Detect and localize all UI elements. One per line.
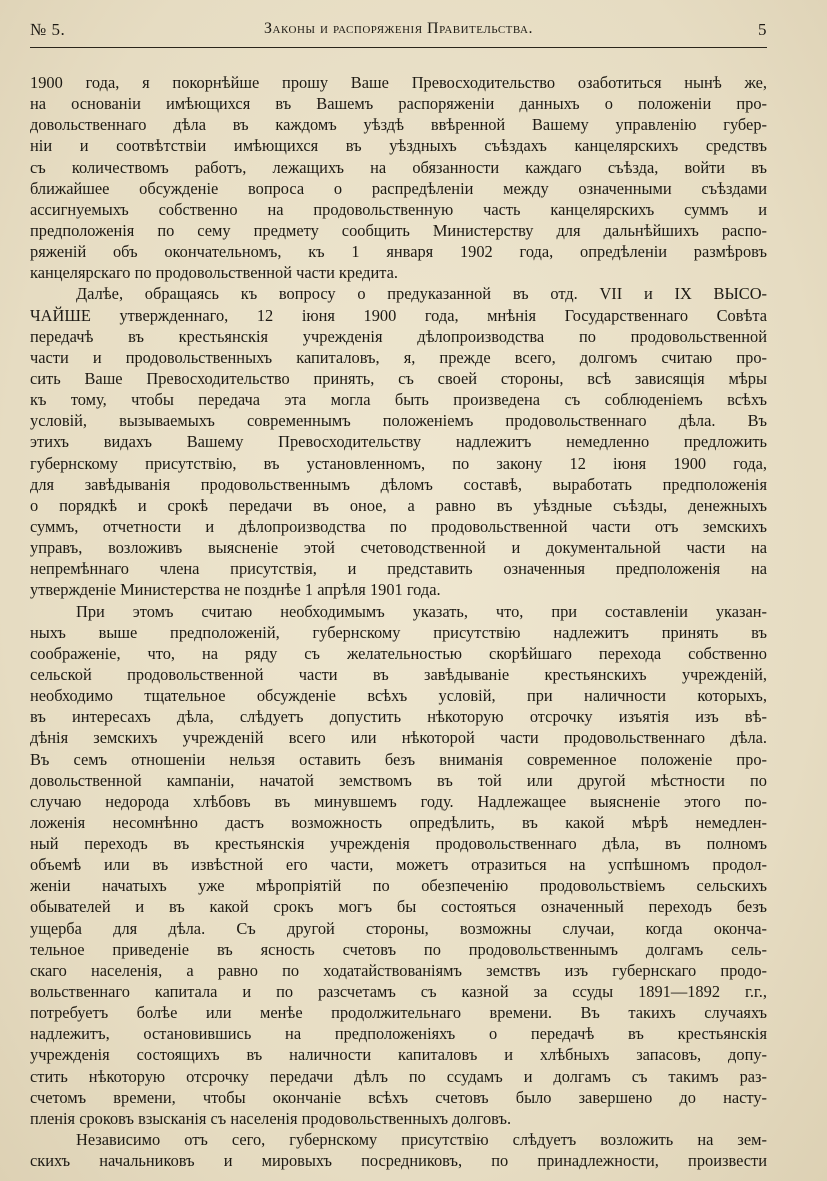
issue-number: № 5. — [30, 20, 66, 39]
text-line: скаго населенія, а равно по ходатайствованіямъ земствъ изъ губернскаго продо- — [30, 960, 767, 980]
text-line: ніи и соотвѣтствіи имѣющихся въ уѣздныхъ съѣздахъ канцелярскихъ средствъ — [30, 136, 767, 156]
text-line: этихъ видахъ Вашему Превосходительству надлежитъ немедленно предложить — [30, 432, 767, 452]
text-line: женіи начатыхъ уже мѣропріятій по обезпеченію продовольствіемъ сельскихъ — [30, 876, 767, 896]
text-line: въ интересахъ дѣла, слѣдуетъ допустить нѣкоторую отсрочку изъятія изъ вѣ- — [30, 707, 767, 727]
header-rule — [30, 47, 767, 48]
text-line: передачѣ въ крестьянскія учрежденія дѣлопроизводства по продовольственной — [30, 326, 767, 346]
text-line: ассигнуемыхъ собственно на продовольственную часть канцелярскихъ суммъ и — [30, 199, 767, 219]
text-line: Далѣе, обращаясь къ вопросу о предуказанной въ отд. VII и IX ВЫСО- — [76, 284, 767, 304]
page-number: 5 — [758, 20, 767, 39]
text-line: ныхъ выше предположеній, губернскому присутствію надлежитъ принять въ — [30, 622, 767, 642]
text-line: надлежитъ, остановившись на предположеніяхъ о передачѣ въ крестьянскія — [30, 1024, 767, 1044]
text-line: для завѣдыванія продовольственнымъ дѣломъ составѣ, выработать предположенія — [30, 474, 767, 494]
text-line: къ тому, чтобы передача эта могла быть произведена съ соблюденіемъ всѣхъ — [30, 390, 767, 410]
text-line: счетомъ времени, чтобы окончаніе всѣхъ счетовъ было завершено до насту- — [30, 1087, 767, 1107]
text-line: управъ, возложивъ выясненіе этой счетоводственной и документальной части на — [30, 538, 767, 558]
text-line: ЧАЙШЕ утвержденнаго, 12 іюня 1900 года, мнѣнія Государственнаго Совѣта — [30, 305, 767, 325]
text-line: ложенія несомнѣнно дастъ возможность опредѣлить, въ какой мѣрѣ немедлен- — [30, 812, 767, 832]
text-line: пленія сроковъ взысканія съ населенія продовольственныхъ долговъ. — [30, 1108, 512, 1128]
text-line: съ количествомъ работъ, лежащихъ на обязанности каждаго съѣзда, войти въ — [30, 157, 767, 177]
text-line: Въ семъ отношеніи нельзя оставить безъ вниманія современное положеніе про- — [30, 749, 767, 769]
text-line: необходимо тщательное обсужденіе всѣхъ условій, при наличности которыхъ, — [30, 686, 767, 706]
text-line: соображеніе, что, на ряду съ желательностью скорѣйшаго перехода собственно — [30, 643, 767, 663]
text-line: учрежденія состоящихъ въ наличности капиталовъ и хлѣбныхъ запасовъ, допу- — [30, 1045, 767, 1065]
text-line: ущерба для дѣла. Съ другой стороны, возможны случаи, когда оконча- — [30, 918, 767, 938]
text-line: ближайшее обсужденіе вопроса о распредѣленіи между означенными съѣздами — [30, 178, 767, 198]
text-line: стить нѣкоторую отсрочку передачи дѣлъ по ссудамъ и долгамъ съ такимъ раз- — [30, 1066, 767, 1086]
text-line: сельской продовольственной части въ завѣдываніе крестьянскихъ учрежденій, — [30, 664, 767, 684]
text-line: При этомъ считаю необходимымъ указать, что, при составленіи указан- — [76, 601, 767, 621]
text-line: вольственнаго капитала и по разсчетамъ съ казной за ссуды 1891—1892 г.г., — [30, 982, 767, 1002]
running-title: Законы и распоряженія Правительства. — [264, 20, 533, 37]
text-line: 1900 года, я покорнѣйше прошу Ваше Превосходительство озаботиться нынѣ же, — [30, 73, 767, 92]
text-line: дѣнія земскихъ учрежденій всего или нѣкоторой части продовольственнаго дѣла. — [30, 728, 767, 748]
text-line: сить Ваше Превосходительство принять, съ своей стороны, всѣ зависящія мѣры — [30, 368, 767, 388]
text-line: случаю недорода хлѣбовъ въ минувшемъ году. Надлежащее выясненіе этого по- — [30, 791, 767, 811]
text-line: скихъ начальниковъ и мировыхъ посредниковъ, по принадлежности, произвести — [30, 1151, 767, 1171]
text-line: объемѣ или въ извѣстной его части, можетъ отразиться на успѣшномъ продол- — [30, 855, 767, 875]
text-line: непремѣннаго члена присутствія, и представить означенныя предположенія на — [30, 559, 767, 579]
text-line: на основаніи имѣющихся въ Вашемъ распоряженіи данныхъ о положеніи про- — [30, 94, 767, 114]
body-text — [30, 72, 767, 1171]
running-header — [30, 20, 767, 46]
text-line: довольственнаго дѣла въ каждомъ уѣздѣ ввѣренной Вашему управленію губер- — [30, 115, 767, 135]
text-line: суммъ, отчетности и дѣлопроизводства по продовольственной части отъ земскихъ — [30, 516, 767, 536]
text-line: Независимо отъ сего, губернскому присутствію слѣдуетъ возложить на зем- — [76, 1130, 767, 1150]
text-line: тельное приведеніе въ ясность счетовъ по продовольственнымъ долгамъ сель- — [30, 939, 767, 959]
text-line: губернскому присутствію, въ установленномъ, по закону 12 іюня 1900 года, — [30, 453, 767, 473]
text-line: предположенія по сему предмету сообщить Министерству для дальнѣйшихъ распо- — [30, 220, 767, 240]
text-line: части и продовольственныхъ капиталовъ, я, прежде всего, долгомъ считаю про- — [30, 347, 767, 367]
text-line: довольственной кампаніи, начатой земствомъ въ той или другой мѣстности по — [30, 770, 767, 790]
text-line: канцелярскаго по продовольственной части кредита. — [30, 263, 398, 283]
text-line: ряженій объ окончательномъ, къ 1 января 1902 года, опредѣленіи размѣровъ — [30, 242, 767, 262]
text-line: о порядкѣ и срокѣ передачи въ оное, а равно въ уѣздные съѣзды, денежныхъ — [30, 495, 767, 515]
text-line: обывателей и въ какой срокъ могъ бы состояться означенный переходъ безъ — [30, 897, 767, 917]
text-line: потребуетъ болѣе или менѣе продолжительнаго времени. Въ такихъ случаяхъ — [30, 1003, 767, 1023]
text-line: утвержденіе Министерства не позднѣе 1 апрѣля 1901 года. — [30, 580, 441, 600]
text-line: ный переходъ въ крестьянскія учрежденія продовольственнаго дѣла, въ полномъ — [30, 834, 767, 854]
text-line: условій, вызываемыхъ современнымъ положеніемъ продовольственнаго дѣла. Въ — [30, 411, 767, 431]
